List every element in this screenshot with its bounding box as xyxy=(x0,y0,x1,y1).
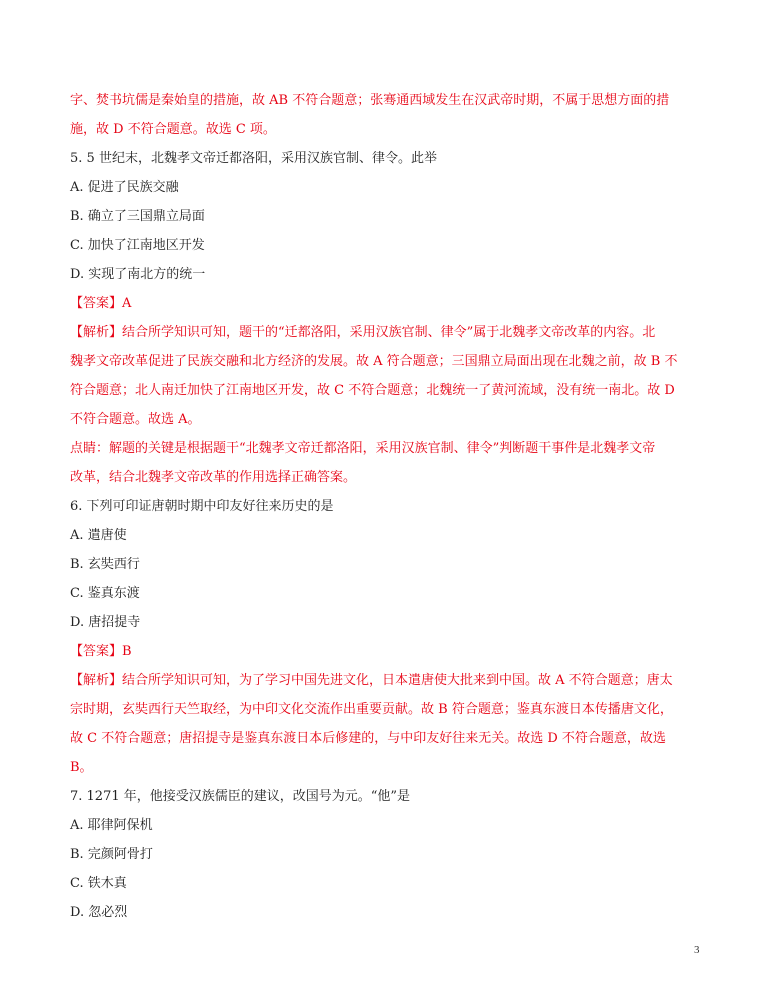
option-d: D. 实现了南北方的统一 xyxy=(70,267,206,282)
analysis-line xyxy=(70,318,700,347)
answer-label: 【答案】 xyxy=(70,644,123,659)
option-a: A. 遣唐使 xyxy=(70,528,127,543)
analysis-label: 【解析】 xyxy=(70,325,123,340)
answer-value: A xyxy=(122,296,132,311)
option-c: C. 鉴真东渡 xyxy=(70,586,140,601)
analysis-line: 故 C 不符合题意；唐招提寺是鉴真东渡日本后修建的，与中印友好往来无关。故选 D 不符合题意，故选 xyxy=(70,731,666,746)
analysis-block xyxy=(70,318,700,434)
analysis-line: 符合题意；北人南迁加快了江南地区开发，故 C 不符合题意；北魏统一了黄河流域，没有统一南北。故 D xyxy=(70,383,675,398)
carryover-line: 施，故 D 不符合题意。故选 C 项。 xyxy=(70,122,276,137)
option-d: D. 忽必烈 xyxy=(70,905,128,920)
answer-label: 【答案】 xyxy=(70,296,123,311)
page-number: 3 xyxy=(694,944,700,956)
option-b: B. 完颜阿骨打 xyxy=(70,847,153,862)
analysis-line: 不符合题意。故选 A。 xyxy=(70,412,201,427)
analysis-text: 结合所学知识可知，为了学习中国先进文化，日本遣唐使大批来到中国。故 A 不符合题意；唐太 xyxy=(122,673,673,688)
option-c: C. 加快了江南地区开发 xyxy=(70,238,205,253)
question-5 xyxy=(70,144,700,492)
analysis-line xyxy=(70,666,700,695)
option-d: D. 唐招提寺 xyxy=(70,615,141,630)
question-7 xyxy=(70,782,700,927)
question-6 xyxy=(70,492,700,782)
option-b: B. 玄奘西行 xyxy=(70,557,140,572)
tip-line: 改革，结合北魏孝文帝改革的作用选择正确答案。 xyxy=(70,470,357,485)
answer-value: B xyxy=(122,644,132,659)
answer-line xyxy=(70,637,700,666)
question-stem: 6. 下列可印证唐朝时期中印友好往来历史的是 xyxy=(70,499,334,514)
analysis-line: 宗时期，玄奘西行天竺取经，为中印文化交流作出重要贡献。故 B 符合题意；鉴真东渡日本传播唐文化， xyxy=(70,702,673,717)
question-stem: 7. 1271 年，他接受汉族儒臣的建议，改国号为元。“他”是 xyxy=(70,789,411,804)
option-b: B. 确立了三国鼎立局面 xyxy=(70,209,205,224)
option-a: A. 促进了民族交融 xyxy=(70,180,179,195)
page-content xyxy=(70,86,700,927)
tip-block xyxy=(70,434,700,492)
analysis-text: 结合所学知识可知，题干的“迁都洛阳，采用汉族官制、律令”属于北魏孝文帝改革的内容。北 xyxy=(122,325,656,340)
analysis-line: B。 xyxy=(70,760,93,775)
option-a: A. 耶律阿保机 xyxy=(70,818,153,833)
carryover-analysis xyxy=(70,86,700,144)
analysis-line: 魏孝文帝改革促进了民族交融和北方经济的发展。故 A 符合题意；三国鼎立局面出现在北魏之前，故 B 不 xyxy=(70,354,678,369)
tip-line: 点睛：解题的关键是根据题干“北魏孝文帝迁都洛阳，采用汉族官制、律令”判断题干事件是北魏孝文帝 xyxy=(70,441,656,456)
analysis-label: 【解析】 xyxy=(70,673,123,688)
analysis-block xyxy=(70,666,700,782)
question-stem: 5. 5 世纪末，北魏孝文帝迁都洛阳，采用汉族官制、律令。此举 xyxy=(70,151,437,166)
answer-line xyxy=(70,289,700,318)
option-c: C. 铁木真 xyxy=(70,876,127,891)
carryover-line: 字、焚书坑儒是秦始皇的措施，故 AB 不符合题意；张骞通西域发生在汉武帝时期，不属于思想方面的措 xyxy=(70,93,670,108)
